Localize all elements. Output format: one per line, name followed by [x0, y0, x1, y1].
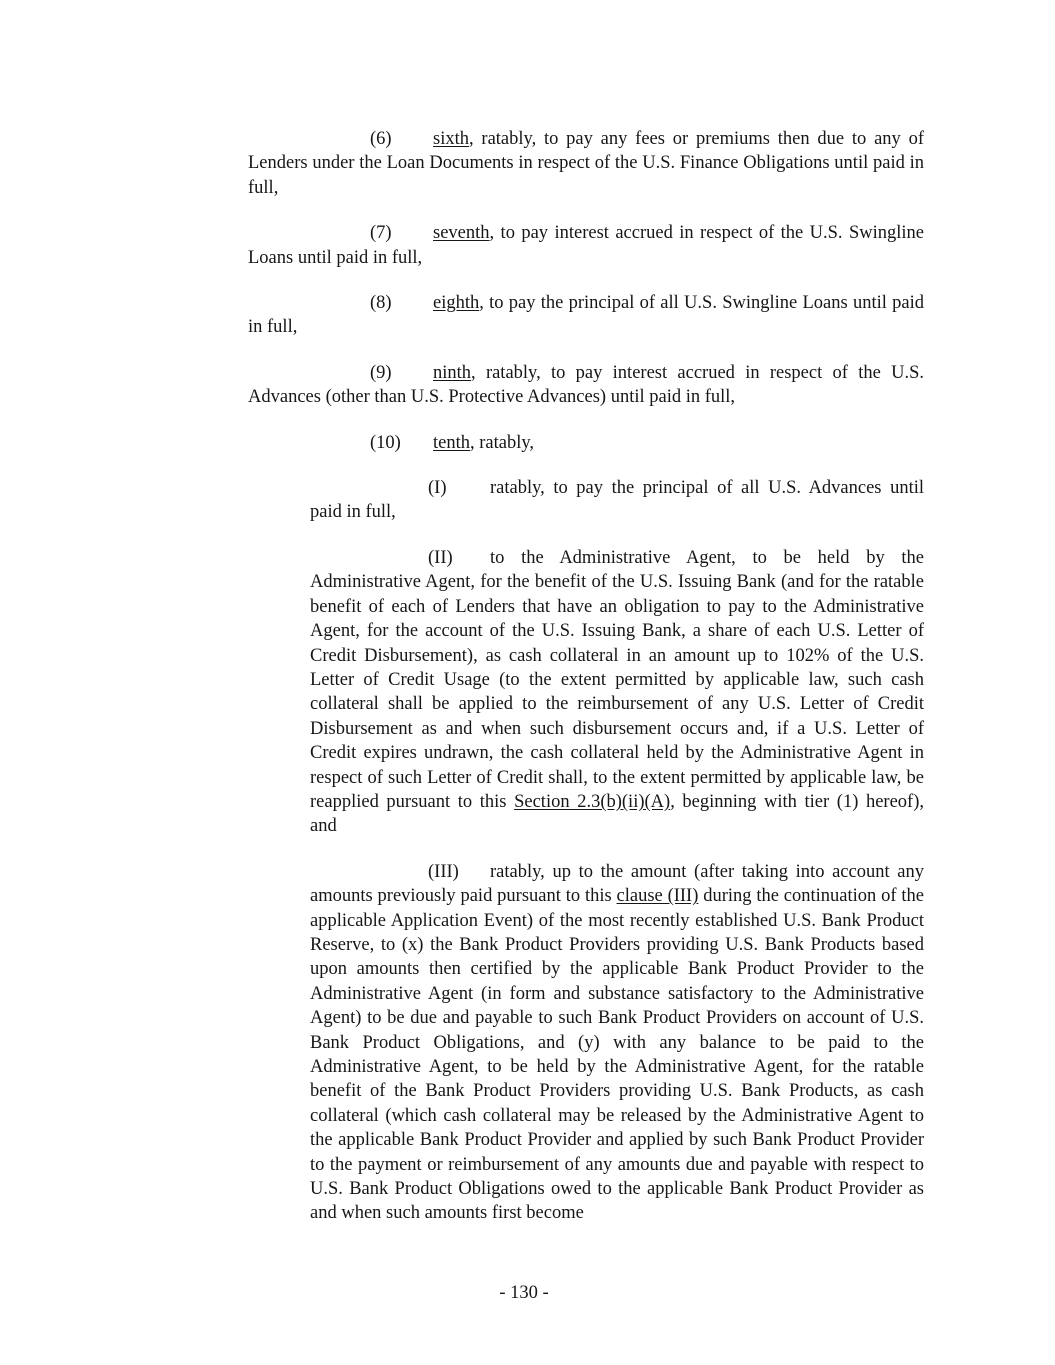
- paragraph-text: , beginning with tier (1) hereof), and: [310, 791, 924, 837]
- section-reference: Section 2.3(b)(ii)(A): [514, 791, 671, 812]
- item-marker-I: (I): [428, 478, 447, 499]
- paragraph-text: during the continuation of the applicable Application Event) of the most recently established U.S. Bank Product Reserve, to (x) the Bank Product Providers providing U.S. Bank Products based upon amounts then certified by the applicable Bank Product Provider to the Administrative Agent (in form and substance satisfactory to the Administrative Agent) to be due and payable to such Bank Product Providers on account of U.S. Bank Product Obligations, and (y) with any balance to be paid to the Administrative Agent, to be held by the Administrative Agent, for the ratable benefit of the Bank Product Providers providing U.S. Bank Products, as cash collateral (which cash collateral may be released by the Administrative Agent to the applicable Bank Product Provider and applied by such Bank Product Provider to the payment or reimbursement of any amounts due and payable with respect to U.S. Bank Product Obligations owed to the applicable Bank Product Provider as and when such amounts first become: [310, 886, 924, 1224]
- paragraph-text: , ratably, to pay any fees or premiums then due to any of Lenders under the Loan Documents in respect of the U.S. Finance Obligations until paid in full,: [248, 129, 924, 198]
- item-marker-8: (8): [370, 293, 392, 314]
- item-marker-10: (10): [370, 432, 401, 453]
- paragraph-item-9: [248, 361, 924, 410]
- paragraph-text: ratably, up to the amount (after taking into account any amounts previously paid pursuant to this: [310, 861, 924, 907]
- term-sixth: sixth: [433, 129, 469, 149]
- item-marker-III: (III): [428, 861, 459, 882]
- item-marker-9: (9): [370, 362, 392, 383]
- item-marker-II: (II): [428, 547, 453, 568]
- paragraph-item-8: [248, 291, 924, 340]
- term-tenth: tenth: [433, 432, 470, 453]
- item-marker-7: (7): [370, 223, 392, 244]
- item-marker-6: (6): [370, 129, 392, 149]
- clause-reference: clause (III): [616, 886, 699, 907]
- paragraph-item-III: [310, 860, 924, 1226]
- paragraph-item-7: [248, 221, 924, 270]
- paragraph-item-6: [248, 127, 924, 200]
- term-eighth: eighth: [433, 293, 480, 314]
- paragraph-text: , ratably, to pay interest accrued in respect of the U.S. Advances (other than U.S. Protective Advances) until paid in full,: [248, 362, 924, 408]
- paragraph-item-10: [248, 431, 924, 455]
- paragraph-text: , to pay the principal of all U.S. Swingline Loans until paid in full,: [248, 293, 924, 338]
- paragraph-text: , to pay interest accrued in respect of the U.S. Swingline Loans until paid in full,: [248, 223, 924, 268]
- document-body: [248, 127, 924, 1226]
- term-ninth: ninth: [433, 362, 472, 383]
- paragraph-item-I: [310, 476, 924, 525]
- term-seventh: seventh: [433, 223, 490, 244]
- paragraph-text: to the Administrative Agent, to be held by the Administrative Agent, for the benefit of the U.S. Issuing Bank (and for the ratable benefit of each of Lenders that have an obligation to pay to the Administrative Agent, for the account of the U.S. Issuing Bank, a share of each U.S. Letter of Credit Disbursement), as cash collateral in an amount up to 102% of the U.S. Letter of Credit Usage (to the extent permitted by applicable law, such cash collateral shall be applied to the reimbursement of any U.S. Letter of Credit Disbursement as and when such disbursement occurs and, if a U.S. Letter of Credit expires undrawn, the cash collateral held by the Administrative Agent in respect of such Letter of Credit shall, to the extent permitted by applicable law, be reapplied pursuant to this: [310, 547, 924, 812]
- paragraph-text: , ratably,: [470, 432, 535, 453]
- paragraph-text: ratably, to pay the principal of all U.S. Advances until paid in full,: [310, 478, 924, 523]
- paragraph-item-II: [310, 546, 924, 839]
- footer-page-number: - 130 -: [499, 1283, 549, 1303]
